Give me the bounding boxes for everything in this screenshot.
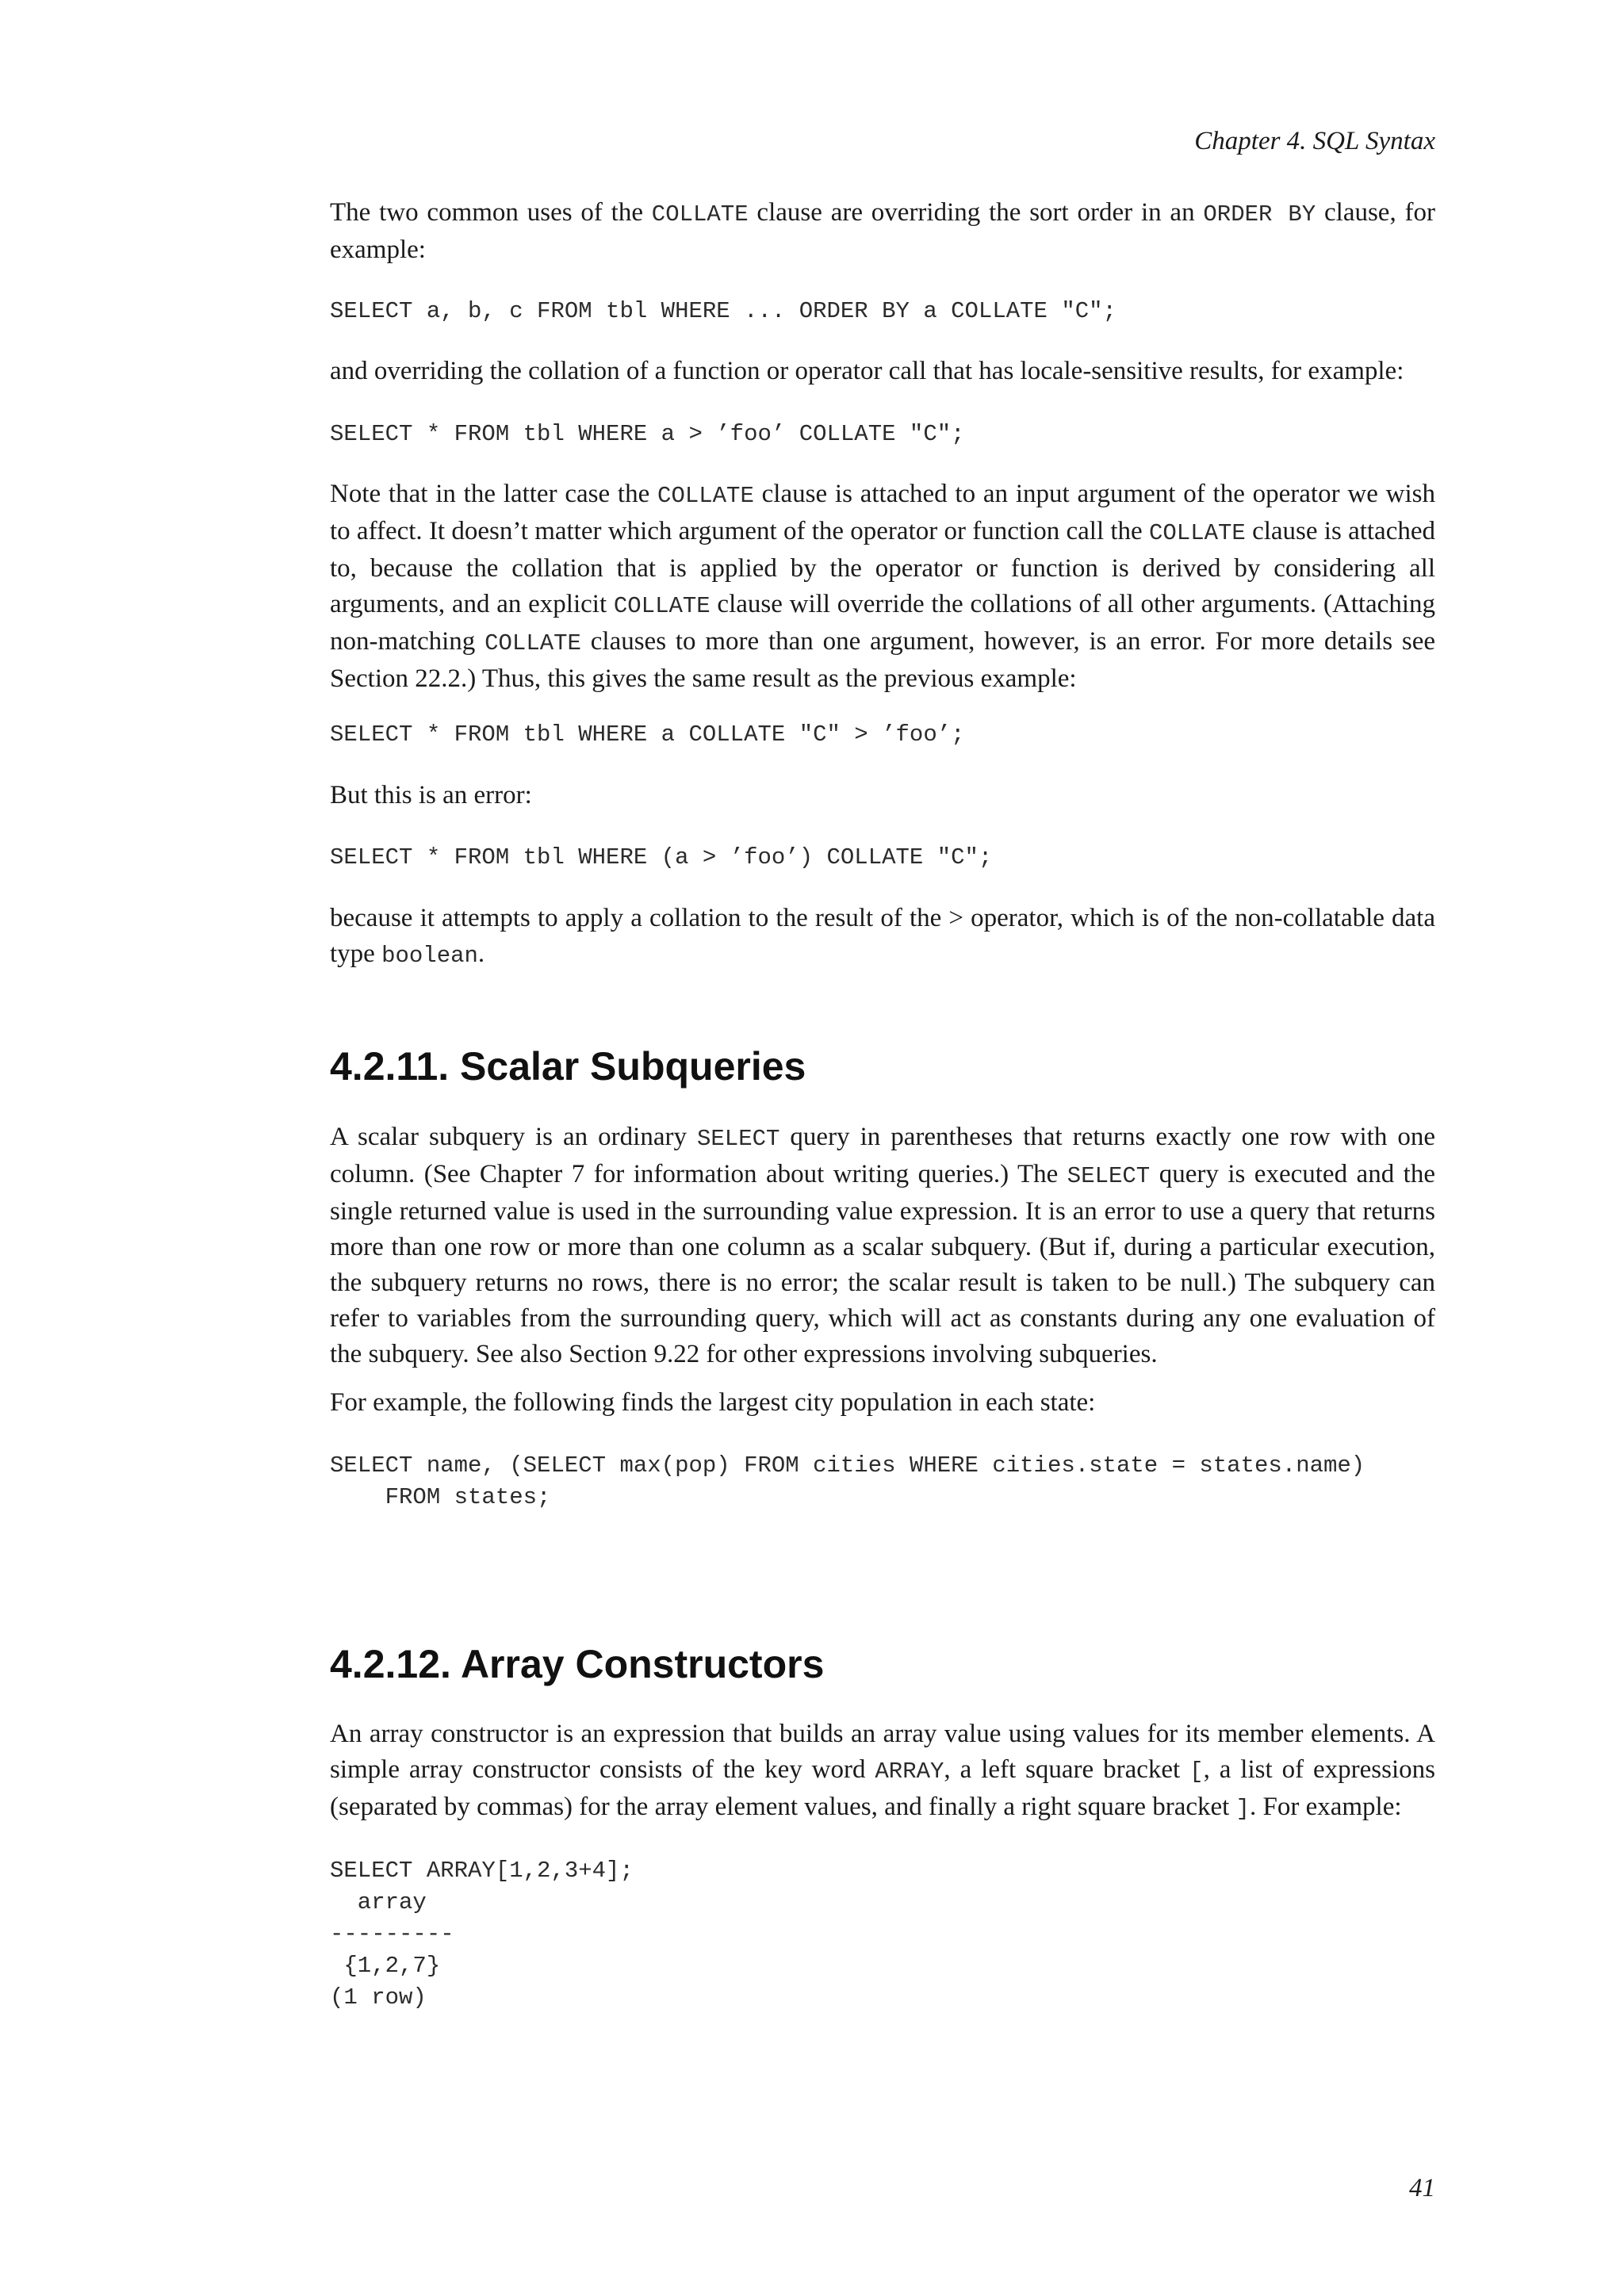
inline-code: COLLATE [651,201,749,228]
text: clause will override the collations of all other arguments. (Attaching non-matching [330,590,1435,656]
inline-code: [ [1189,1758,1204,1785]
code-example-array: SELECT ARRAY[1,2,3+4]; array --------- {1,2,7} (1 row) [330,1858,634,2011]
paragraph-collation-override: and overriding the collation of a function or operator call that has locale-sensitive results, for example: [330,357,1404,385]
text: because it attempts to apply a collation to the result of the > operator, which is of the non-collatable data type [330,904,1435,968]
inline-code: COLLATE [657,483,754,509]
text: clause, for example: [330,198,1435,264]
text: query is executed and the single returned value is used in the surrounding value expression. It is an error to use a query that returns more than one row or more than one column as a scalar subquery. (But if, during a particular execution, the subquery returns no rows, there is no error; the scalar result is taken to be null.) The subquery can refer to variables from the surrounding query, which will act as constants during any one evaluation of the subquery. See also Section 9.22 for other expressions involving subqueries. [330,1160,1435,1368]
inline-code: ARRAY [875,1758,944,1785]
running-header: Chapter 4. SQL Syntax [1194,127,1435,155]
paragraph-collate-uses [330,195,1435,268]
text: . For example: [1250,1793,1402,1821]
text: , a left square bracket [944,1755,1190,1784]
text: . [477,939,485,968]
text: An array constructor is an expression that builds an array value using values for its member elements. A simple array constructor consists of the key word [330,1720,1435,1784]
inline-code: SELECT [696,1126,780,1152]
section-heading-scalar-subqueries: 4.2.11. Scalar Subqueries [330,1044,806,1089]
code-example-same-result: SELECT * FROM tbl WHERE a COLLATE "C" > ’foo’; [330,721,965,748]
code-example-subquery: SELECT name, (SELECT max(pop) FROM cities WHERE cities.state = states.name) FROM states; [330,1452,1365,1510]
text: clause is attached to an input argument of the operator we wish to affect. It doesn’t matter which argument of the operator or function call the [330,480,1435,545]
text: clauses to more than one argument, however, is an error. For more details see Section 22.2.) Thus, this gives the same result as the previous example: [330,627,1435,693]
paragraph-example-intro: For example, the following finds the largest city population in each state: [330,1388,1096,1417]
paragraph-array-constructor [330,1716,1435,1827]
inline-code: COLLATE [613,593,710,619]
code-example-operator: SELECT * FROM tbl WHERE a > ’foo’ COLLATE "C"; [330,421,965,447]
paragraph-error-reason [330,901,1435,974]
section-heading-array-constructors: 4.2.12. Array Constructors [330,1642,825,1686]
text: A scalar subquery is an ordinary [330,1123,697,1151]
paragraph-scalar-subquery [330,1119,1435,1372]
paragraph-error-intro: But this is an error: [330,781,532,809]
text: , a list of expressions (separated by commas) for the array element values, and finally a right square bracket [330,1755,1435,1821]
paragraph-collate-note [330,476,1435,697]
page-number: 41 [1409,2174,1435,2202]
text: clause are overriding the sort order in an [748,198,1204,227]
text: query in parentheses that returns exactly one row with one column. (See Chapter 7 for information about writing queries.) The [330,1123,1435,1188]
inline-code: COLLATE [1148,520,1246,546]
inline-code: boolean [381,943,478,969]
inline-code: COLLATE [485,630,581,656]
code-example-error: SELECT * FROM tbl WHERE (a > ’foo’) COLLATE "C"; [330,844,993,871]
text: clause is attached to, because the collation that is applied by the operator or function is derived by considering all arguments, and an explicit [330,517,1436,618]
text: The two common uses of the [330,198,652,227]
code-example-order-by: SELECT a, b, c FROM tbl WHERE ... ORDER BY a COLLATE "C"; [330,298,1116,324]
inline-code: SELECT [1067,1163,1151,1189]
inline-code: ORDER BY [1203,201,1316,228]
inline-code: ] [1235,1796,1250,1822]
text: Note that in the latter case the [330,480,658,508]
